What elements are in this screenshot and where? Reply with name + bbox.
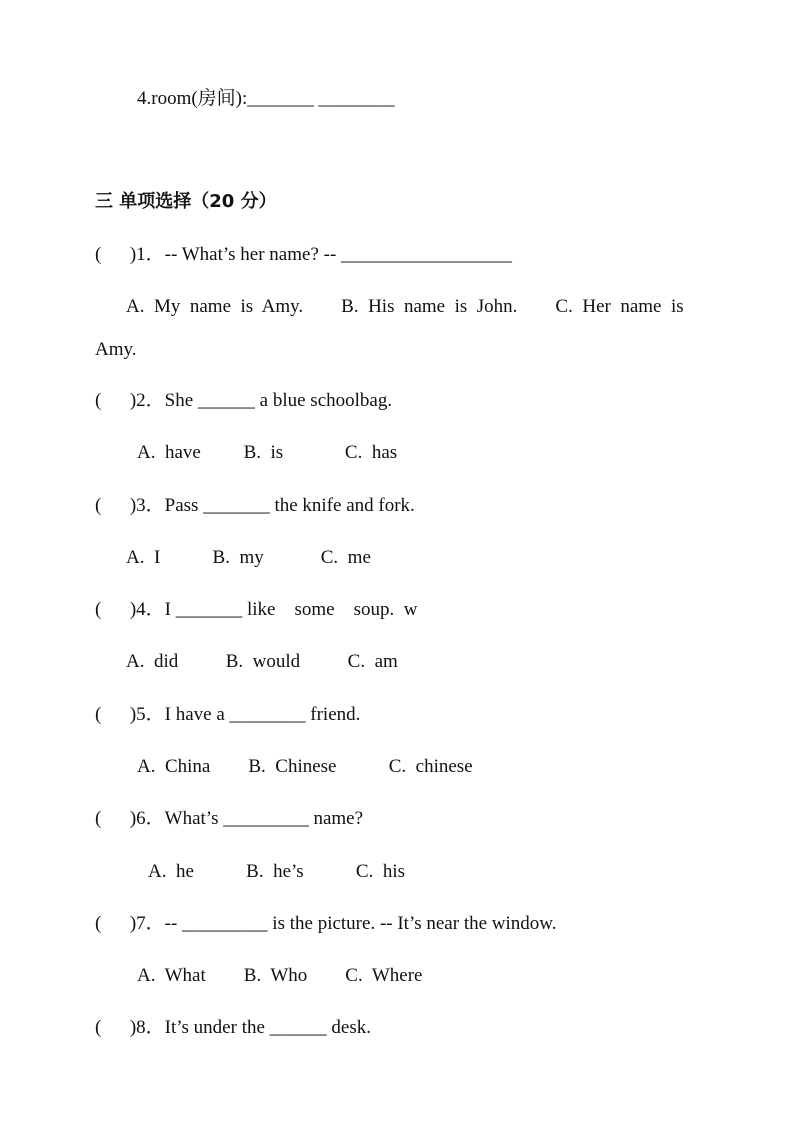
question-5-options: A. China B. Chinese C. chinese: [137, 756, 473, 777]
section-title: 三 单项选择（20 分）: [95, 191, 277, 212]
question-7-options: A. What B. Who C. Where: [137, 965, 423, 986]
question-5-stem: ( )5．I have a ________ friend.: [95, 704, 361, 725]
question-2-options: A. have B. is C. has: [137, 442, 398, 463]
question-1-options: A. My name is Amy. B. His name is John. C. Her name is: [126, 296, 684, 317]
question-1-stem: ( )1．-- What’s her name? -- __________________: [95, 244, 513, 265]
question-6-stem: ( )6．What’s _________ name?: [95, 808, 364, 829]
question-7-stem: ( )7．-- _________ is the picture. -- It’s near the window.: [95, 913, 557, 934]
question-1-options-wrap: Amy.: [95, 339, 137, 360]
question-6-options: A. he B. he’s C. his: [148, 861, 406, 882]
question-3-options: A. I B. my C. me: [126, 547, 371, 568]
question-4-stem: ( )4．I _______ like some soup. w: [95, 599, 418, 620]
question-4-options: A. did B. would C. am: [126, 651, 398, 672]
prev-item-4-room: 4.room(房间):_______ ________: [137, 88, 395, 109]
question-2-stem: ( )2．She ______ a blue schoolbag.: [95, 390, 393, 411]
question-8-stem: ( )8．It’s under the ______ desk.: [95, 1017, 371, 1038]
question-3-stem: ( )3．Pass _______ the knife and fork.: [95, 495, 415, 516]
